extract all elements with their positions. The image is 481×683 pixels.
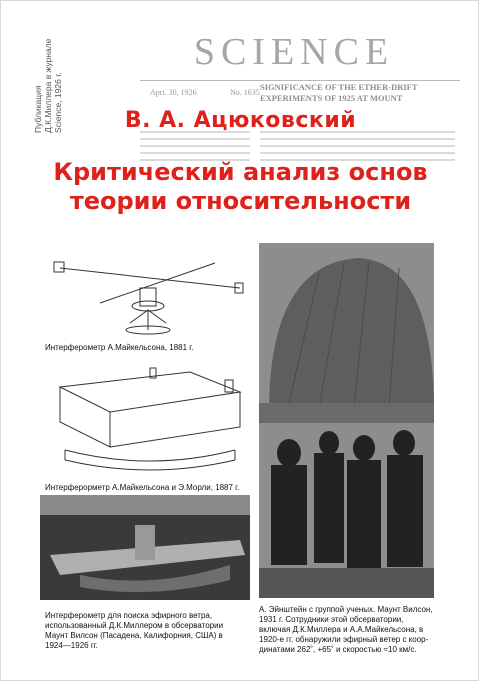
caption-fig3-line-1: Интерферометр для поиска эфирного ветра,: [45, 611, 213, 620]
caption-fig3: [45, 611, 223, 651]
publication-note-text: Публикация Д.К.Миллера в журнале Science, 1926 г.: [33, 38, 63, 133]
caption-photo-line-3: включая Д.К.Миллера и А.А.Майкельсона, в: [259, 625, 424, 634]
miller-interferometer-photo: [40, 495, 250, 600]
caption-photo: [259, 605, 433, 655]
journal-headline: SIGNIFICANCE OF THE ETHER-DRIFT EXPERIMENTS OF 1925 AT MOUNT: [260, 82, 418, 103]
journal-date: Apri. 30, 1926: [150, 88, 197, 97]
journal-title: SCIENCE: [193, 31, 395, 73]
caption-photo-line-4: 1920-е гг. обнаружили эфирный ветер с коор-: [259, 635, 429, 644]
michelson-morley-drawing: [40, 362, 250, 480]
caption-photo-line-2: 1931 г. Сотрудники этой обсерватории,: [259, 615, 404, 624]
caption-fig2: Интерферорметр А.Майкельсона и Э.Морли, 1887 г.: [45, 483, 240, 492]
caption-fig3-line-4: 1924—1926 гг.: [45, 641, 98, 650]
journal-clipping: [140, 22, 460, 172]
caption-fig1: Интерферометр А.Майкельсона, 1881 г.: [45, 343, 194, 352]
caption-fig3-line-2: использованный Д.К.Миллером в обсерватории: [45, 621, 224, 630]
einstein-mount-wilson-photo: [259, 243, 434, 598]
michelson-1881-drawing: [40, 248, 256, 336]
caption-photo-line-5: динатами 262˚, +65˚ и скоростью ≈10 км/с.: [259, 645, 417, 654]
caption-photo-line-1: А. Эйнштейн с группой ученых. Маунт Вилсон,: [259, 605, 433, 614]
journal-issue: No. 1635: [230, 88, 260, 97]
book-title-line-1: Критический анализ основ: [53, 158, 428, 186]
author-name: В. А. Ацюковский: [124, 108, 357, 133]
caption-fig3-line-3: Маунт Вилсон (Пасадена, Калифорния, США) в: [45, 631, 223, 640]
book-title: [0, 158, 481, 216]
book-title-line-2: теории относительности: [69, 187, 412, 215]
journal-text-lines: [140, 22, 460, 172]
